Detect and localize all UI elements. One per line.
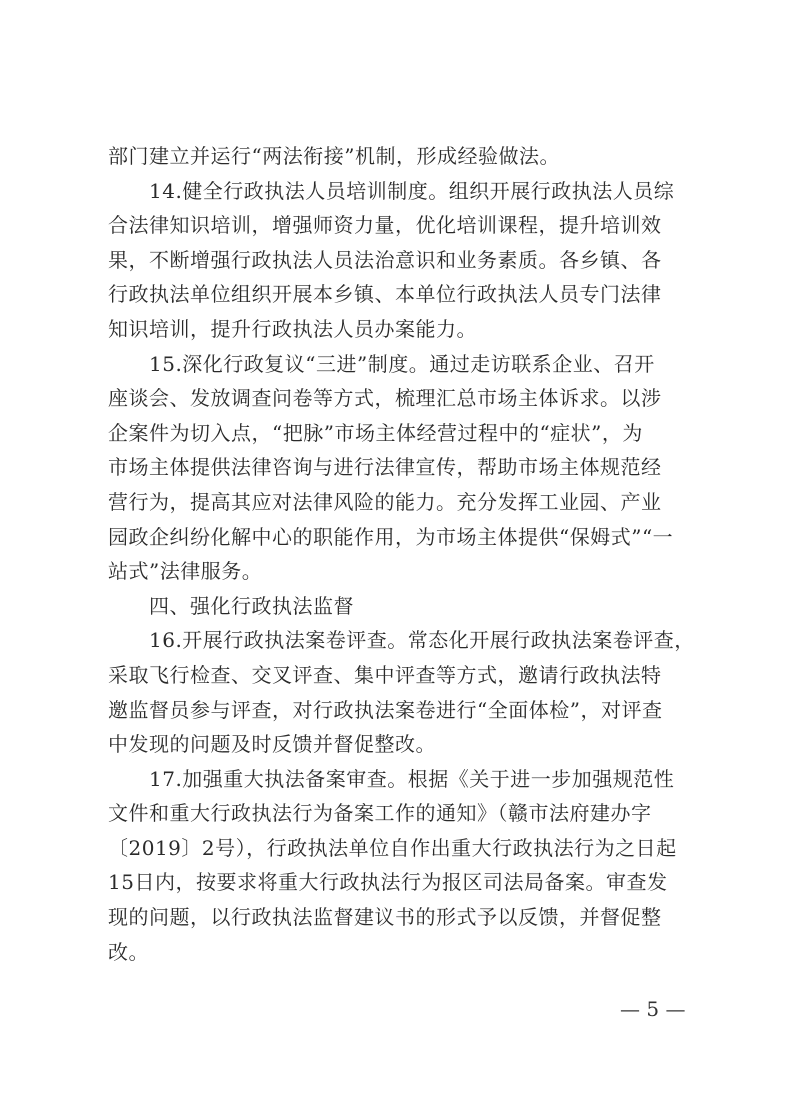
text-line: 邀监督员参与评查，对行政执法案卷进行“全面体检”，对评查 [108,697,663,722]
text-line: 部门建立并运行“两法衔接”机制，形成经验做法。 [108,144,560,168]
text-line: 17.加强重大执法备案审查。根据《关于进一步加强规范性 [108,766,675,791]
text-line: 站式”法律服务。 [108,559,263,584]
text-line: 市场主体提供法律咨询与进行法律宣传，帮助市场主体规范经 [108,455,662,480]
text-line: 营行为，提高其应对法律风险的能力。充分发挥工业园、产业 [108,489,662,514]
page-number: — 5 — [620,997,686,1021]
text-line: 15日内，按要求将重大行政执法行为报区司法局备案。审查发 [108,870,668,895]
text-line: 16.开展行政执法案卷评查。常态化开展行政执法案卷评查， [108,628,695,653]
text-line: 园政企纠纷化解中心的职能作用，为市场主体提供“保姆式”“一 [108,524,674,549]
text-line: 改。 [108,939,149,964]
text-line: 知识培训，提升行政执法人员办案能力。 [108,316,477,341]
text-line: 企案件为切入点，“把脉”市场主体经营过程中的“症状”，为 [108,420,643,445]
text-line: 15.深化行政复议“三进”制度。通过走访联系企业、召开 [108,351,655,376]
section-heading: 四、强化行政执法监督 [108,593,354,618]
text-line: 采取飞行检查、交叉评查、集中评查等方式，邀请行政执法特 [108,662,662,687]
text-line: 现的问题，以行政执法监督建议书的形式予以反馈，并督促整 [108,905,662,930]
text-line: 文件和重大行政执法行为备案工作的通知》（赣市法府建办字 [108,801,652,826]
body-text [108,139,693,969]
text-line: 果，不断增强行政执法人员法治意识和业务素质。各乡镇、各 [108,247,662,272]
text-line: 座谈会、发放调查问卷等方式，梳理汇总市场主体诉求。以涉 [108,386,662,411]
text-line: 〔2019〕2号），行政执法单位自作出重大行政执法行为之日起 [108,835,677,860]
text-line: 合法律知识培训，增强师资力量，优化培训课程，提升培训效 [108,213,662,238]
text-line: 中发现的问题及时反馈并督促整改。 [108,732,436,757]
text-line: 14.健全行政执法人员培训制度。组织开展行政执法人员综 [108,178,675,203]
text-line: 行政执法单位组织开展本乡镇、本单位行政执法人员专门法律 [108,282,662,307]
